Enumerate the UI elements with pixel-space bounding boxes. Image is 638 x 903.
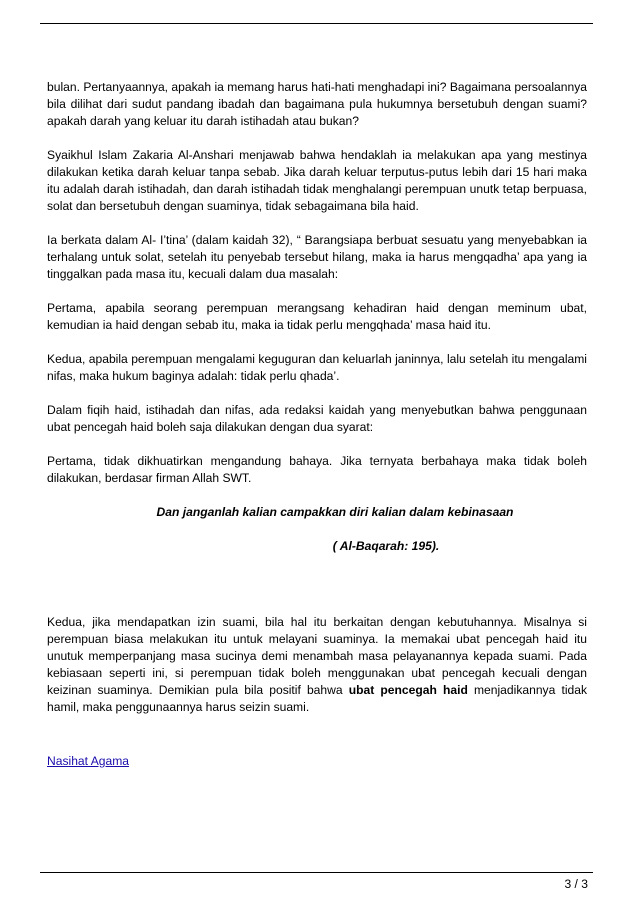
paragraph-8 xyxy=(47,614,587,716)
paragraph-5: Kedua, apabila perempuan mengalami keguguran dan keluarlah janinnya, lalu setelah itu mengalami nifas, maka hukum baginya adalah: tidak perlu qhada’. xyxy=(47,352,587,383)
paragraph-8-text: Kedua, jika mendapatkan izin suami, bila hal itu berkaitan dengan kebutuhannya. Misalnya si perempuan biasa melakukan itu untuk melayani suaminya. Ia memakai ubat pencegah haid itu unutuk memperpanjang masa sucinya demi menambah masa pelayanannya kepada suami. Pada kebiasaan seperti ini, si perempuan tidak boleh menggunakan ubat pencegah kecuali dengan keizinan suaminya. Demikian pula bila positif bahwa xyxy=(47,615,587,697)
quran-reference: ( Al-Baqarah: 195). xyxy=(332,539,440,553)
quran-quote: Dan janganlah kalian campakkan diri kalian dalam kebinasaan xyxy=(156,505,514,519)
paragraph-6: Dalam fiqih haid, istihadah dan nifas, ada redaksi kaidah yang menyebutkan bahwa penggunaan ubat pencegah haid boleh saja dilakukan dengan dua syarat: xyxy=(47,403,587,434)
paragraph-8-tail: menjadikannya tidak hamil, maka penggunaannya harus seizin suami. xyxy=(47,683,587,714)
page-body xyxy=(47,79,587,770)
paragraph-7: Pertama, tidak dikhuatirkan mengandung bahaya. Jika ternyata berbahaya maka tidak boleh dilakukan, berdasar firman Allah SWT. xyxy=(47,454,587,485)
nasihat-agama-link[interactable]: Nasihat Agama xyxy=(47,754,130,768)
header-rule xyxy=(40,23,593,24)
paragraph-8-bold: ubat pencegah haid xyxy=(348,683,468,697)
paragraph-2: Syaikhul Islam Zakaria Al-Anshari menjawab bahwa hendaklah ia melakukan apa yang mestinya dilakukan ketika darah keluar tanpa sebab. Jika darah keluar terputus-putus lebih dari 15 hari maka itu adalah darah istihadah, dan darah istihadah tidak menghalangi perempuan unutk tetap berpuasa, solat dan bersetubuh dengan suaminya, tidak sebagaimana bila haid. xyxy=(47,148,587,213)
paragraph-4: Pertama, apabila seorang perempuan merangsang kehadiran haid dengan meminum ubat, kemudian ia haid dengan sebab itu, maka ia tidak perlu mengqhada’ masa haid itu. xyxy=(47,301,587,332)
page-number: 3 / 3 xyxy=(564,877,588,891)
paragraph-3: Ia berkata dalam Al- I’tina’ (dalam kaidah 32), “ Barangsiapa berbuat sesuatu yang menyebabkan ia terhalang untuk solat, setelah itu penyebab tersebut hilang, maka ia harus mengqadha’ apa yang ia tinggalkan pada masa itu, kecuali dalam dua masalah: xyxy=(47,233,587,281)
paragraph-1: bulan. Pertanyaannya, apakah ia memang harus hati-hati menghadapi ini? Bagaimana persoalannya bila dilihat dari sudut pandang ibadah dan bagaimana pula hukumnya bersetubuh dengan suami? apakah darah yang keluar itu darah istihadah atau bukan? xyxy=(47,80,587,128)
footer-rule xyxy=(40,872,593,873)
